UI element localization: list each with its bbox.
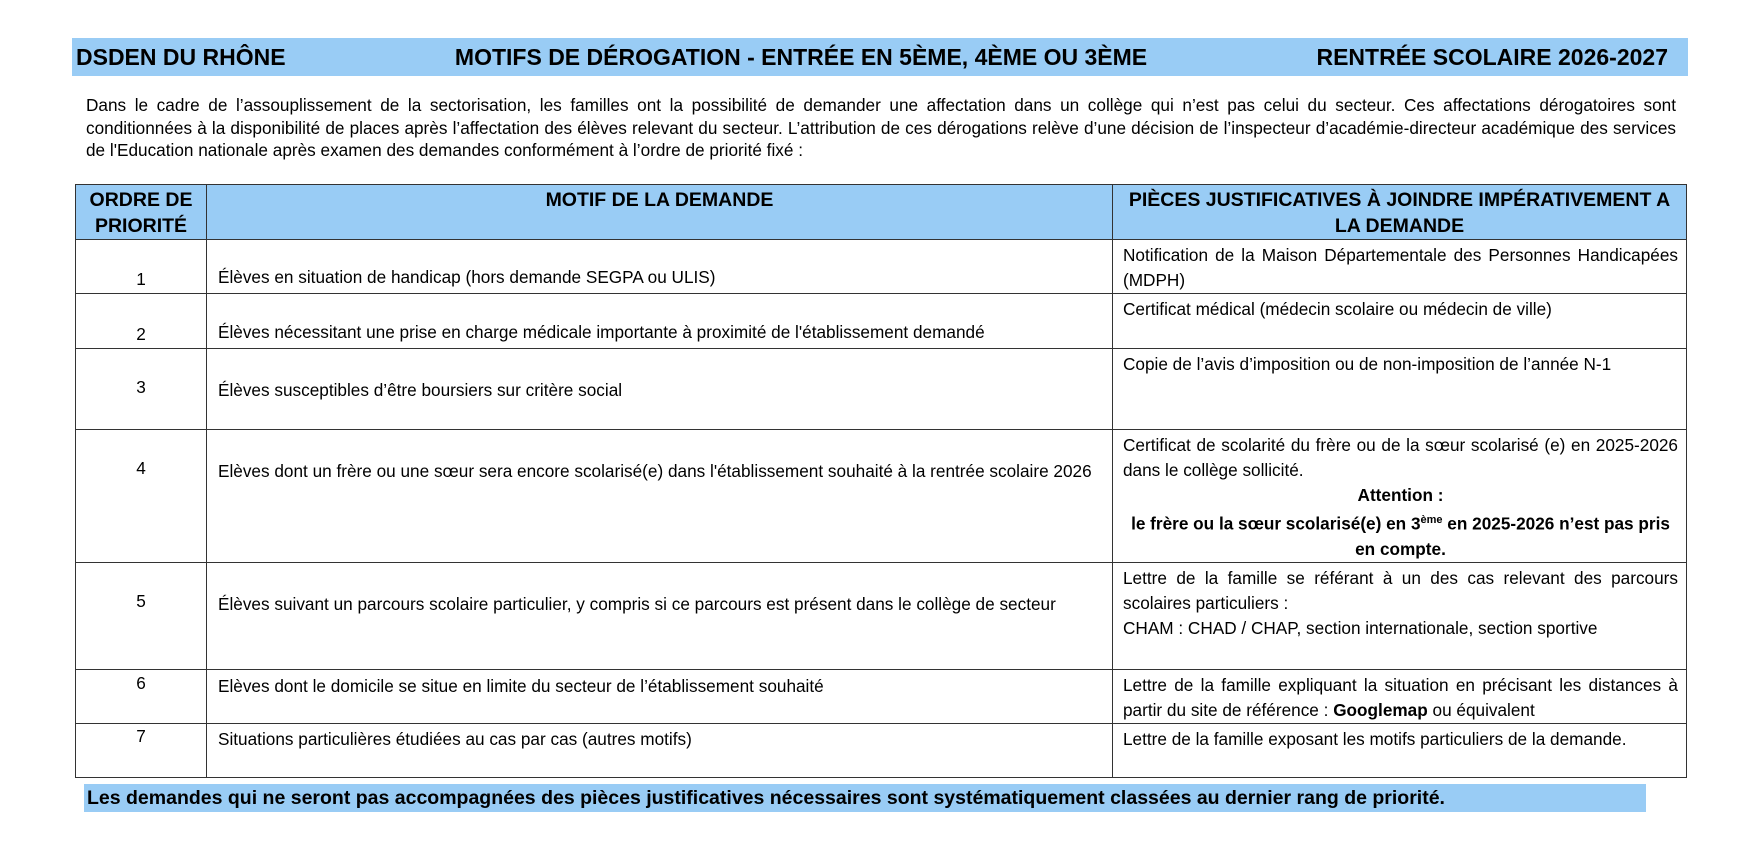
header-right-title: RENTRÉE SCOLAIRE 2026-2027 [1316, 43, 1668, 70]
row-motif: Elèves dont un frère ou une sœur sera encore scolarisé(e) dans l'établissement souhaité à la rentrée scolaire 2026 [207, 430, 1113, 563]
footer-notice: Les demandes qui ne seront pas accompagnées des pièces justificatives nécessaires sont systématiquement classées au dernier rang de priorité. [84, 784, 1646, 812]
row-pieces: Certificat de scolarité du frère ou de la sœur scolarisé (e) en 2025-2026 dans le collège sollicité. [1123, 435, 1678, 480]
table-row [76, 562, 1687, 669]
row-motif: Elèves dont le domicile se situe en limite du secteur de l’établissement souhaité [207, 669, 1113, 723]
table-row [76, 723, 1687, 777]
row-motif: Situations particulières étudiées au cas par cas (autres motifs) [207, 723, 1113, 777]
row-priority: 3 [76, 349, 207, 430]
attention-text [1123, 508, 1678, 562]
intro-paragraph: Dans le cadre de l’assouplissement de la sectorisation, les familles ont la possibilité de demander une affectation dans un collège qui n’est pas celui du secteur. Ces affectations dérogatoires sont conditionnées à la disponibilité de places après l’affectation des élèves relevant du secteur. L’attribution de ces dérogations relève d’une décision de l’inspecteur d’académie-directeur académique des services de l'Education nationale après examen des demandes conformément à l’ordre de priorité fixé : [86, 95, 1676, 160]
header-center-title: MOTIFS DE DÉROGATION - ENTRÉE EN 5ÈME, 4ÈME OU 3ÈME [454, 43, 1148, 70]
row-motif: Élèves suivant un parcours scolaire particulier, y compris si ce parcours est présent dans le collège de secteur [207, 562, 1113, 669]
row-pieces-cell [1113, 430, 1687, 563]
header-left-title: DSDEN DU RHÔNE [76, 43, 286, 70]
page-header [72, 38, 1688, 76]
attention-label: Attention : [1357, 485, 1444, 505]
row-priority: 5 [76, 562, 207, 669]
row-pieces: Lettre de la famille exposant les motifs particuliers de la demande. [1113, 723, 1687, 777]
header-motif: MOTIF DE LA DEMANDE [207, 185, 1113, 240]
header-priority: ORDRE DE PRIORITÉ [76, 185, 207, 240]
row-pieces: Lettre de la famille se référant à un des cas relevant des parcours scolaires particuliers : [1123, 567, 1678, 613]
row-priority: 2 [76, 294, 207, 349]
header-pieces: PIÈCES JUSTIFICATIVES À JOINDRE IMPÉRATIVEMENT A LA DEMANDE [1113, 185, 1687, 240]
row-motif: Élèves susceptibles d’être boursiers sur critère social [207, 349, 1113, 430]
row-pieces-line2: CHAM : CHAD / CHAP, section internationale, section sportive [1123, 617, 1598, 638]
derogation-table [75, 184, 1687, 778]
row-motif: Élèves en situation de handicap (hors demande SEGPA ou ULIS) [207, 240, 1113, 294]
table-row [76, 294, 1687, 349]
row-priority: 4 [76, 430, 207, 563]
row-priority: 7 [76, 723, 207, 777]
row-pieces: Notification de la Maison Départementale des Personnes Handicapées (MDPH) [1113, 240, 1687, 294]
row-pieces: Certificat médical (médecin scolaire ou médecin de ville) [1113, 294, 1687, 349]
row-priority: 6 [76, 669, 207, 723]
table-row [76, 430, 1687, 563]
row-pieces: Copie de l’avis d’imposition ou de non-imposition de l’année N-1 [1113, 349, 1687, 430]
table-row [76, 240, 1687, 294]
table-row [76, 669, 1687, 723]
row-priority: 1 [76, 240, 207, 294]
row-pieces-cell [1113, 562, 1687, 669]
googlemap-text: Googlemap [1333, 699, 1428, 720]
attention-text-after: en 2025-2026 n’est pas pris en compte. [1355, 513, 1670, 559]
table-row [76, 349, 1687, 430]
row-pieces-cell [1113, 669, 1687, 723]
row-pieces-after: ou équivalent [1427, 699, 1535, 720]
row-pieces: Lettre de la famille expliquant la situation en précisant les distances à partir du site de référence : [1123, 674, 1678, 720]
attention-text-before: le frère ou la sœur scolarisé(e) en 3 [1131, 513, 1421, 534]
table-header-row [76, 185, 1687, 240]
row-motif: Élèves nécessitant une prise en charge médicale importante à proximité de l'établissement demandé [207, 294, 1113, 349]
attention-superscript: ème [1420, 514, 1443, 526]
